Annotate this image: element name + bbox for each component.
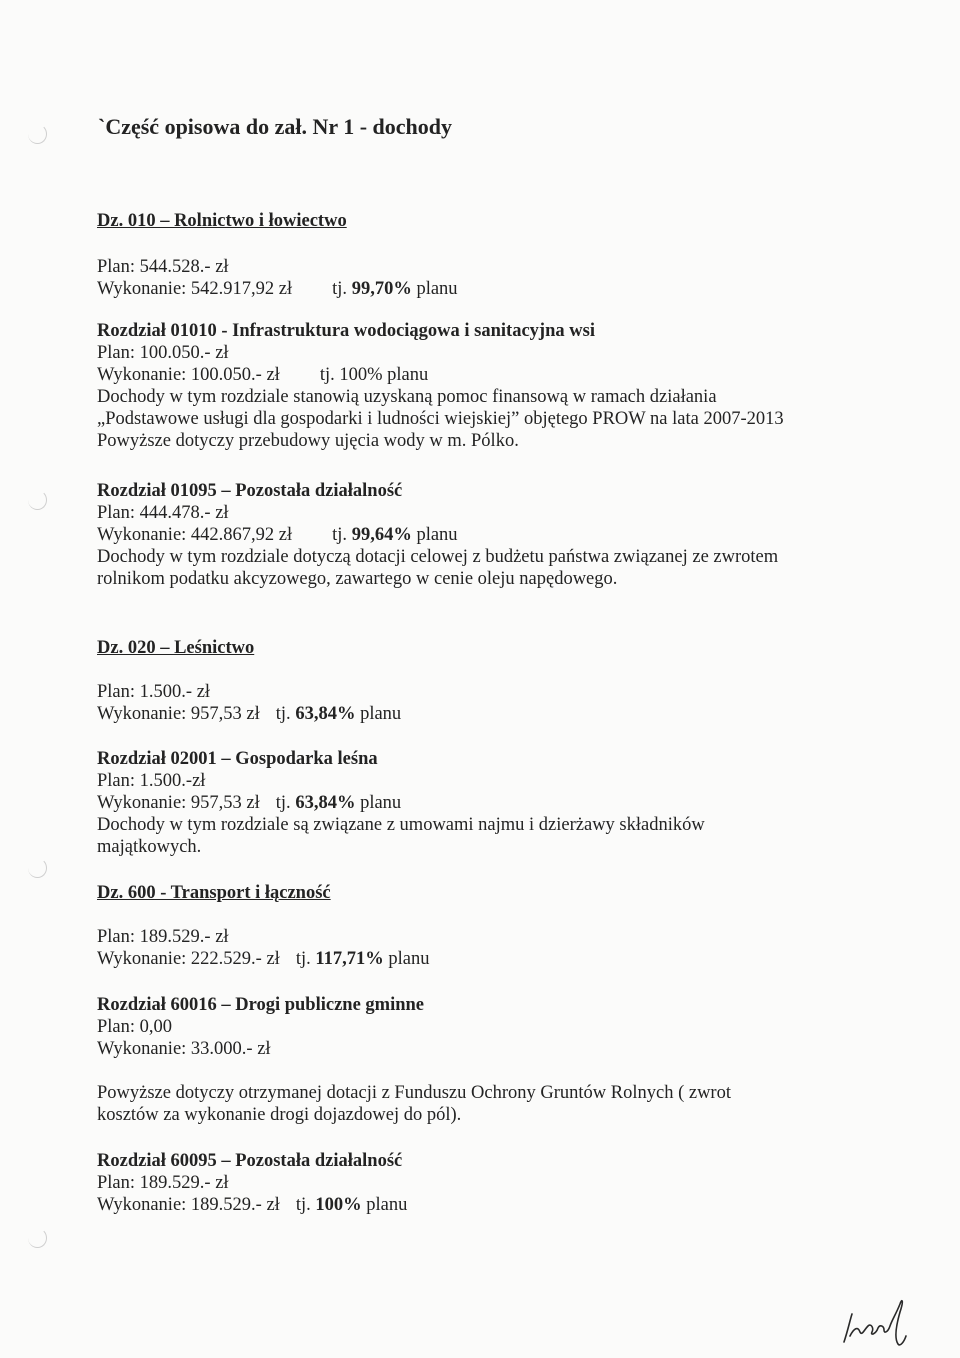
section-rozdzial-60016 [97, 994, 877, 1126]
tj-percent: 99,70% [351, 279, 412, 299]
section-dz-020 [97, 637, 877, 725]
tj-prefix: tj. [332, 279, 348, 299]
wykonanie-value: Wykonanie: 100.050.- zł [97, 365, 280, 385]
section-heading: Rozdział 01010 - Infrastruktura wodociągowa i sanitacyjna wsi [97, 321, 595, 341]
tj-suffix: planu [388, 949, 430, 969]
tj-value: tj. 100% planu [319, 365, 429, 385]
wykonanie-value: Wykonanie: 222.529.- zł [97, 949, 280, 969]
plan-line: Plan: 189.529.- zł [97, 927, 229, 947]
description-line: majątkowych. [97, 837, 202, 857]
plan-line: Plan: 189.529.- zł [97, 1173, 229, 1193]
wykonanie-value: Wykonanie: 542.917,92 zł [97, 279, 293, 299]
tj-percent: 63,84% [295, 793, 356, 813]
wykonanie-line [97, 792, 877, 814]
handwritten-signature [838, 1292, 918, 1352]
wykonanie-line [97, 278, 877, 300]
tj-prefix: tj. [275, 793, 291, 813]
description-line: kosztów za wykonanie drogi dojazdowej do pól). [97, 1105, 462, 1125]
tj-suffix: planu [360, 704, 402, 724]
description-line: Powyższe dotyczy otrzymanej dotacji z Funduszu Ochrony Gruntów Rolnych ( zwrot [97, 1083, 731, 1103]
punch-hole-mark [28, 124, 47, 144]
section-dz-600 [97, 882, 877, 970]
section-heading: Rozdział 01095 – Pozostała działalność [97, 481, 403, 501]
tj-percent: 100% [315, 1195, 362, 1215]
plan-line: Plan: 1.500.-zł [97, 771, 206, 791]
punch-hole-mark [28, 490, 47, 510]
punch-hole-mark [28, 858, 47, 878]
description-line: rolnikom podatku akcyzowego, zawartego w cenie oleju napędowego. [97, 569, 618, 589]
section-heading: Rozdział 60095 – Pozostała działalność [97, 1151, 403, 1171]
description-line: „Podstawowe usługi dla gospodarki i ludności wiejskiej” objętego PROW na lata 2007-2013 [97, 409, 784, 429]
tj-prefix: tj. [295, 1195, 311, 1215]
wykonanie-line [97, 1194, 877, 1216]
tj-prefix: tj. [295, 949, 311, 969]
tj-percent: 117,71% [315, 949, 384, 969]
description-line: Dochody w tym rozdziale dotyczą dotacji celowej z budżetu państwa związanej ze zwrotem [97, 547, 779, 567]
wykonanie-line [97, 524, 877, 546]
section-heading: Dz. 010 – Rolnictwo i łowiectwo [97, 211, 347, 231]
plan-line: Plan: 0,00 [97, 1017, 173, 1037]
wykonanie-value: Wykonanie: 442.867,92 zł [97, 525, 293, 545]
tj-percent: 99,64% [351, 525, 412, 545]
tj-prefix: tj. [275, 704, 291, 724]
description-line: Dochody w tym rozdziale są związane z umowami najmu i dzierżawy składników [97, 815, 705, 835]
tj-prefix: tj. [332, 525, 348, 545]
wykonanie-line [97, 364, 877, 386]
plan-line: Plan: 444.478.- zł [97, 503, 229, 523]
section-heading: Rozdział 02001 – Gospodarka leśna [97, 749, 378, 769]
section-rozdzial-01010 [97, 320, 877, 452]
description-line: Dochody w tym rozdziale stanowią uzyskaną pomoc finansową w ramach działania [97, 387, 717, 407]
tj-suffix: planu [360, 793, 402, 813]
plan-line: Plan: 1.500.- zł [97, 682, 211, 702]
description-line: Powyższe dotyczy przebudowy ujęcia wody w m. Pólko. [97, 431, 519, 451]
section-rozdzial-01095 [97, 480, 877, 590]
wykonanie-line: Wykonanie: 33.000.- zł [97, 1039, 271, 1059]
section-heading: Rozdział 60016 – Drogi publiczne gminne [97, 995, 425, 1015]
page-title: `Część opisowa do zał. Nr 1 - dochody [98, 114, 453, 139]
tj-suffix: planu [366, 1195, 408, 1215]
section-heading: Dz. 600 - Transport i łączność [97, 883, 331, 903]
tj-suffix: planu [416, 525, 458, 545]
plan-line: Plan: 544.528.- zł [97, 257, 229, 277]
section-rozdzial-02001 [97, 748, 877, 858]
tj-suffix: planu [416, 279, 458, 299]
wykonanie-value: Wykonanie: 957,53 zł [97, 704, 260, 724]
wykonanie-line [97, 948, 877, 970]
plan-line: Plan: 100.050.- zł [97, 343, 229, 363]
section-rozdzial-60095 [97, 1150, 877, 1216]
section-dz-010 [97, 210, 877, 300]
section-heading: Dz. 020 – Leśnictwo [97, 638, 255, 658]
wykonanie-value: Wykonanie: 957,53 zł [97, 793, 260, 813]
wykonanie-line [97, 703, 877, 725]
punch-hole-mark [28, 1228, 47, 1248]
tj-percent: 63,84% [295, 704, 356, 724]
wykonanie-value: Wykonanie: 189.529.- zł [97, 1195, 280, 1215]
